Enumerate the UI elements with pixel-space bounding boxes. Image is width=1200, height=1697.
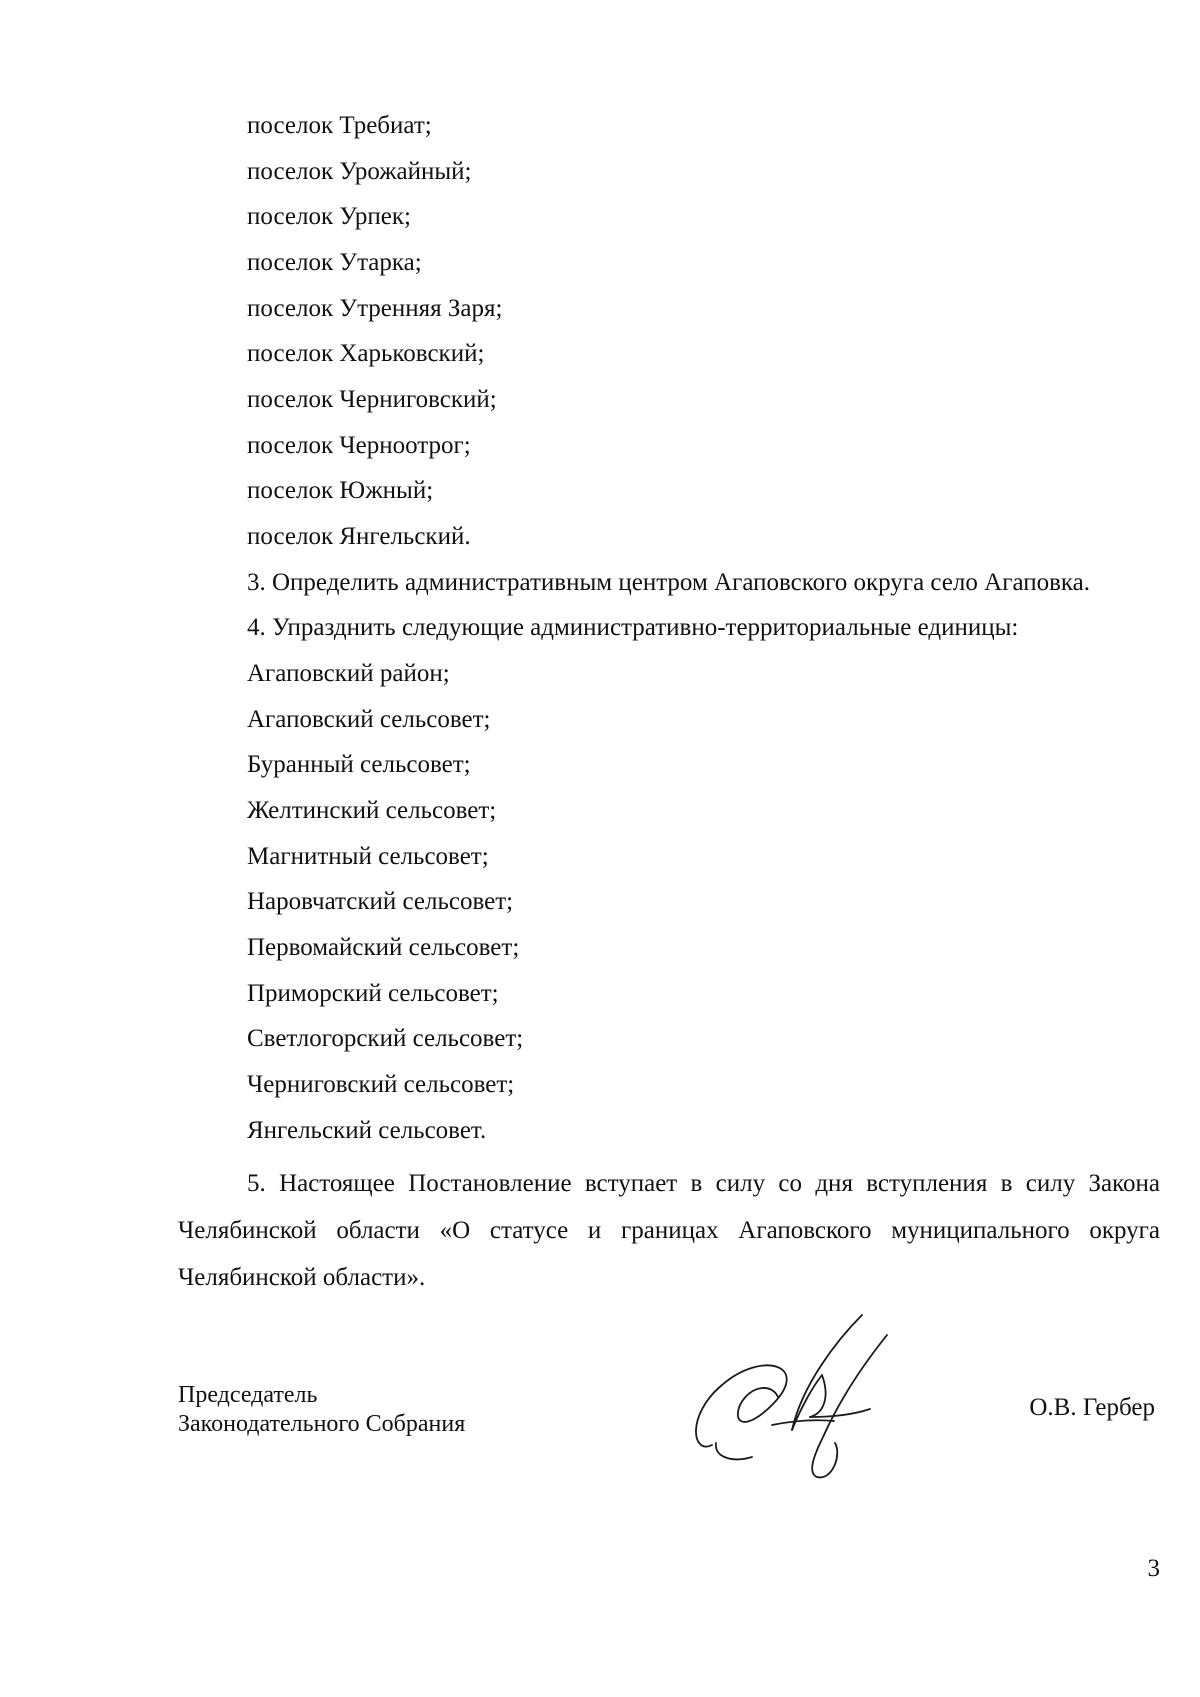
signatory-title <box>178 1381 465 1439</box>
list-item: Магнитный сельсовет; <box>247 843 489 870</box>
list-item: поселок Урпек; <box>247 203 411 230</box>
clause-5-text: 5. Настоящее Постановление вступает в силу со дня вступления в силу Закона Челябинской области «О статусе и границах Агаповского муниципального округа Челябинской области». <box>178 1170 1160 1291</box>
list-item: поселок Янгельский. <box>247 523 471 550</box>
list-item: поселок Харьковский; <box>247 340 485 367</box>
clause-4: 4. Упразднить следующие административно-территориальные единицы: <box>247 614 1019 641</box>
list-item: Агаповский сельсовет; <box>247 706 491 733</box>
list-item: поселок Требиат; <box>247 112 432 139</box>
list-item: Янгельский сельсовет. <box>247 1117 487 1144</box>
page-number: 3 <box>1147 1555 1160 1582</box>
clause-5 <box>178 1160 1160 1301</box>
signatory-name: О.В. Гербер <box>1029 1394 1155 1421</box>
list-item: Буранный сельсовет; <box>247 751 471 778</box>
list-item: Первомайский сельсовет; <box>247 934 520 961</box>
signatory-title-line2: Законодательного Собрания <box>178 1411 466 1437</box>
list-item: поселок Урожайный; <box>247 158 472 185</box>
list-item: поселок Утарка; <box>247 249 422 276</box>
list-item: Черниговский сельсовет; <box>247 1071 515 1098</box>
list-item: поселок Черниговский; <box>247 386 497 413</box>
list-item: поселок Утренняя Заря; <box>247 295 503 322</box>
clause-3: 3. Определить административным центром Агаповского округа село Агаповка. <box>247 569 1091 596</box>
signatory-title-line1: Председатель <box>178 1382 318 1408</box>
list-item: Агаповский район; <box>247 660 450 687</box>
list-item: Наровчатский сельсовет; <box>247 888 514 915</box>
list-item: Желтинский сельсовет; <box>247 797 497 824</box>
list-item: поселок Черноотрог; <box>247 432 471 459</box>
handwritten-signature <box>692 1305 932 1485</box>
list-item: поселок Южный; <box>247 477 434 504</box>
list-item: Приморский сельсовет; <box>247 980 499 1007</box>
list-item: Светлогорский сельсовет; <box>247 1025 524 1052</box>
